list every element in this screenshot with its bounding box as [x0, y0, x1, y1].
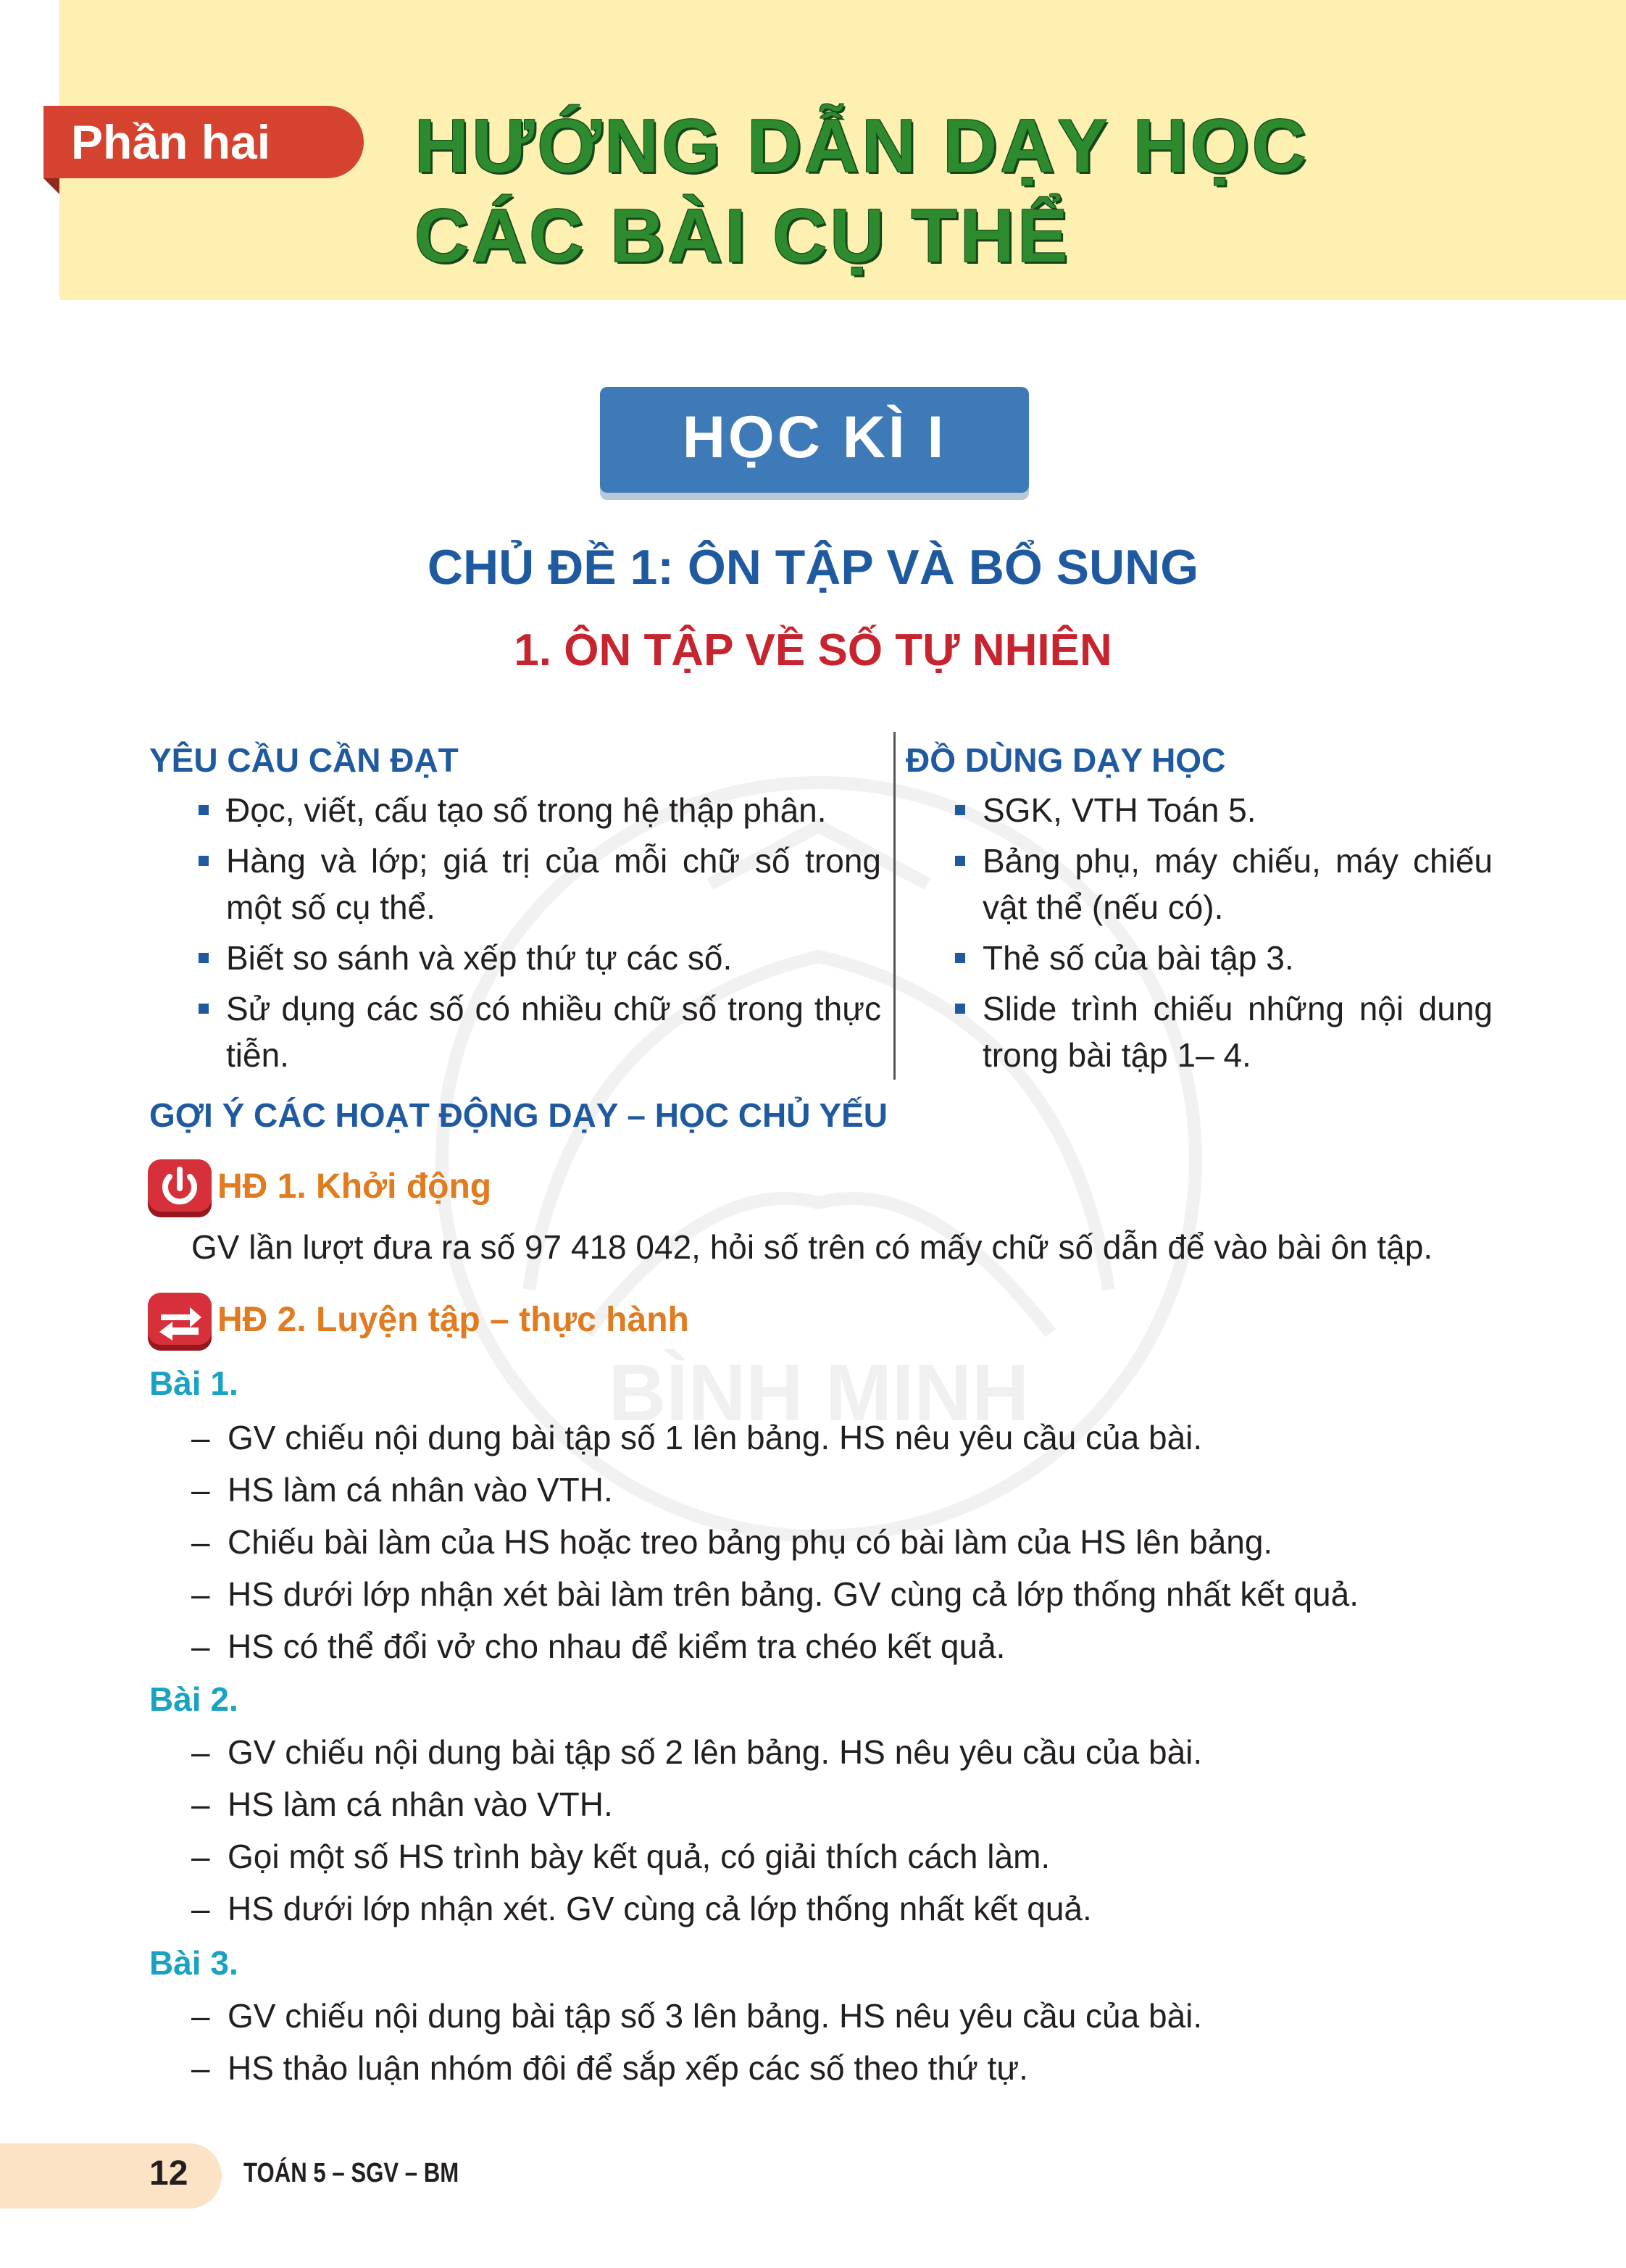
list-item: Đọc, viết, cấu tạo số trong hệ thập phân. [149, 787, 881, 833]
exercise-2-steps [191, 1726, 1202, 1935]
term-banner: HỌC KÌ I [600, 387, 1029, 493]
materials-list [906, 787, 1493, 1083]
power-icon [148, 1159, 212, 1217]
exercise-3-steps [191, 1990, 1202, 2094]
list-item: – HS làm cá nhân vào VTH. [191, 1464, 1359, 1516]
arrows-icon [148, 1293, 212, 1351]
topic-title: CHỦ ĐỀ 1: ÔN TẬP VÀ BỔ SUNG [427, 540, 1199, 595]
list-item: Thẻ số của bài tập 3. [906, 935, 1493, 981]
lesson-title: 1. ÔN TẬP VỀ SỐ TỰ NHIÊN [514, 625, 1112, 675]
main-title-line-1: HƯỚNG DẪN DẠY HỌC [414, 104, 1309, 188]
hd1-text: GV lần lượt đưa ra số 97 418 042, hỏi số trên có mấy chữ số dẫn để vào bài ôn tập. [191, 1228, 1433, 1266]
hd2-label: HĐ 2. Luyện tập – thực hành [217, 1301, 689, 1339]
list-item: – GV chiếu nội dung bài tập số 3 lên bảng. HS nêu yêu cầu của bài. [191, 1990, 1202, 2042]
book-name: TOÁN 5 – SGV – BM [243, 2158, 459, 2188]
list-item: Hàng và lớp; giá trị của mỗi chữ số trong một số cụ thể. [149, 838, 881, 930]
list-item: SGK, VTH Toán 5. [906, 787, 1493, 833]
column-divider [893, 732, 896, 1080]
list-item: – HS có thể đổi vở cho nhau để kiểm tra chéo kết quả. [191, 1620, 1359, 1672]
hd1-icon [148, 1159, 212, 1217]
list-item: – HS dưới lớp nhận xét. GV cùng cả lớp thống nhất kết quả. [191, 1883, 1202, 1935]
requirements-heading: YÊU CẦU CẦN ĐẠT [149, 741, 459, 779]
list-item: Bảng phụ, máy chiếu, máy chiếu vật thể (nếu có). [906, 838, 1493, 930]
hd2-icon [148, 1293, 212, 1351]
requirements-list [149, 787, 881, 1083]
exercise-3-title: Bài 3. [149, 1944, 238, 1982]
list-item: Slide trình chiếu những nội dung trong bài tập 1– 4. [906, 985, 1493, 1078]
footer-tab [0, 2143, 222, 2209]
part-tag-fold [43, 178, 59, 194]
exercise-2-title: Bài 2. [149, 1680, 238, 1718]
list-item: – HS thảo luận nhóm đôi để sắp xếp các số theo thứ tự. [191, 2042, 1202, 2094]
list-item: – Gọi một số HS trình bày kết quả, có giải thích cách làm. [191, 1830, 1202, 1883]
watermark-text: BÌNH MINH [608, 1348, 1030, 1438]
materials-heading: ĐỒ DÙNG DẠY HỌC [906, 741, 1226, 779]
list-item: – Chiếu bài làm của HS hoặc treo bảng phụ có bài làm của HS lên bảng. [191, 1516, 1359, 1568]
part-label: Phần hai [43, 106, 364, 178]
exercise-1-steps [191, 1412, 1359, 1672]
list-item: – GV chiếu nội dung bài tập số 2 lên bảng. HS nêu yêu cầu của bài. [191, 1726, 1202, 1778]
activities-heading: GỢI Ý CÁC HOẠT ĐỘNG DẠY – HỌC CHỦ YẾU [149, 1096, 888, 1134]
list-item: Biết so sánh và xếp thứ tự các số. [149, 935, 881, 981]
list-item: Sử dụng các số có nhiều chữ số trong thực tiễn. [149, 985, 881, 1078]
page-number: 12 [149, 2154, 188, 2193]
exercise-1-title: Bài 1. [149, 1364, 238, 1402]
hd1-label: HĐ 1. Khởi động [217, 1167, 492, 1206]
main-title [414, 101, 1574, 281]
main-title-line-2: CÁC BÀI CỤ THỂ [414, 194, 1071, 278]
list-item: – HS làm cá nhân vào VTH. [191, 1778, 1202, 1830]
list-item: – HS dưới lớp nhận xét bài làm trên bảng. GV cùng cả lớp thống nhất kết quả. [191, 1568, 1359, 1620]
list-item: – GV chiếu nội dung bài tập số 1 lên bảng. HS nêu yêu cầu của bài. [191, 1412, 1359, 1464]
